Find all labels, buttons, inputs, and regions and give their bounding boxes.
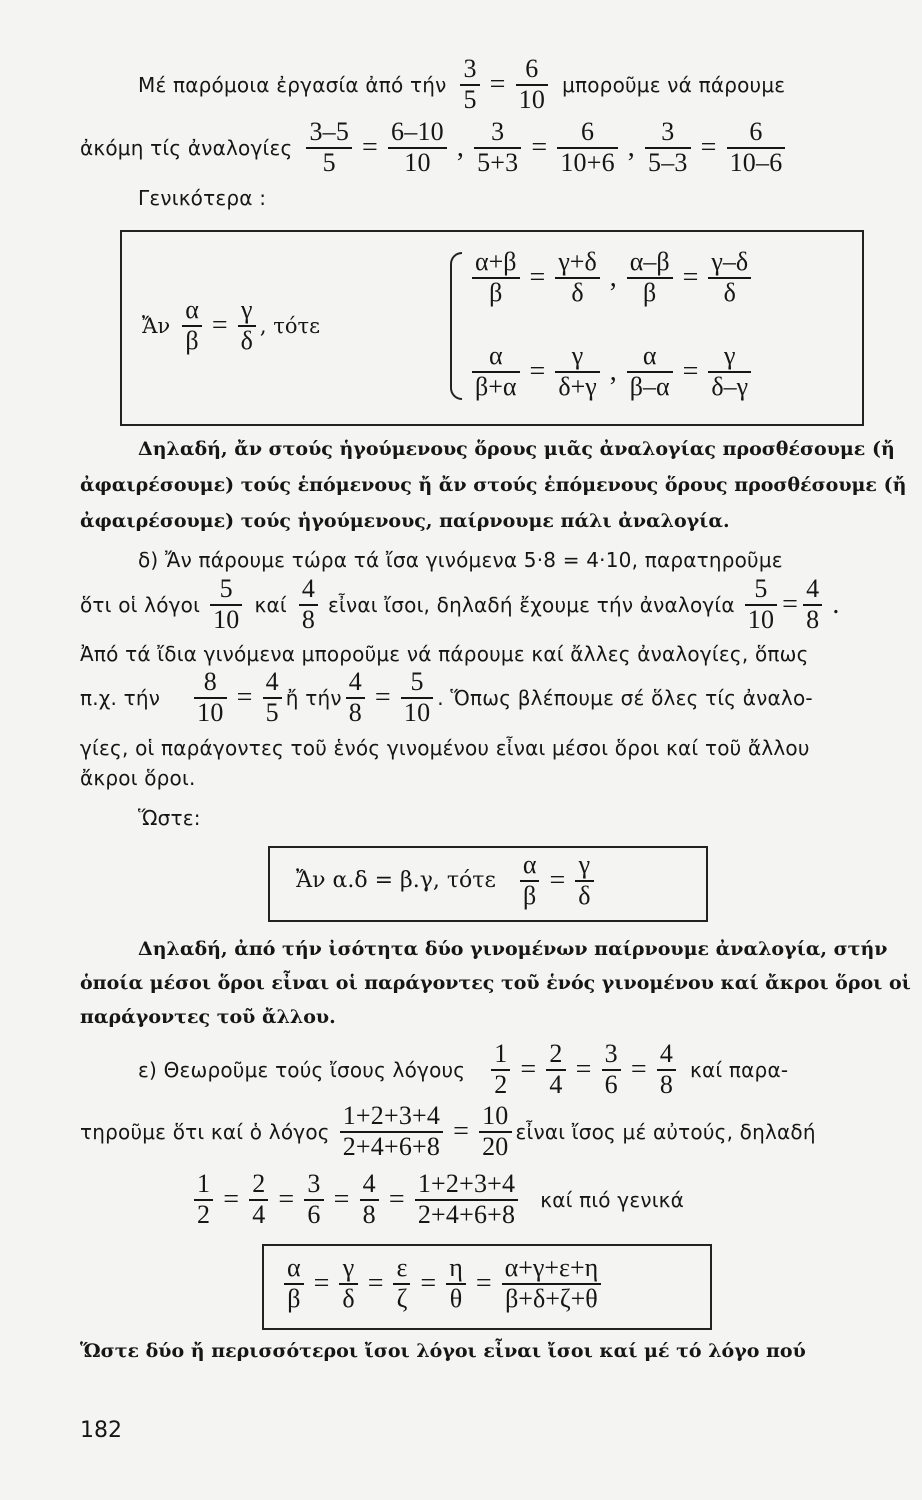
equals: = (489, 68, 506, 100)
math-operator: . (832, 588, 840, 620)
para2-line-1: Δηλαδή, ἀπό τήν ἰσότητα δύο γινομένων παίρνουμε ἀναλογία, στήν (138, 938, 888, 960)
math-operator: = (529, 355, 546, 387)
math-operator: = (374, 681, 391, 713)
fraction: $\frac{6}{10-6}$ (727, 118, 786, 177)
fraction: $\frac{\alpha-\beta}{\beta}$ (627, 248, 673, 307)
math-operator: = (388, 1183, 405, 1215)
fraction: $\frac{\gamma}{\delta}$ (575, 851, 593, 910)
fraction: $\frac{5}{10}$ (401, 668, 433, 727)
fraction: $\frac{1+2+3+4}{2+4+6+8}$ (415, 1170, 518, 1229)
fraction: $\frac{3}{5+3}$ (474, 118, 521, 177)
fraction: $\frac{3-5}{5}$ (306, 118, 352, 177)
fraction: $\frac{5}{10}$ (210, 575, 242, 634)
para1-line-2: ἀφαιρέσουμε) τούς ἑπόμενους ἤ ἄν στούς ἑπόμενους ὅρους προσθέσουμε (ἤ (80, 474, 907, 496)
fraction: $\frac{\alpha}{\beta-\alpha}$ (627, 342, 673, 401)
para2-line-3: παράγοντες τοῦ ἄλλου. (80, 1006, 336, 1028)
fraction: $\frac{3}{6}$ (602, 1040, 621, 1099)
math-operator: = (313, 1267, 330, 1299)
delta-line-2: ὅτι οἱ λόγοι $\frac{5}{10}$ καί $\frac{4}{8}$ εἶναι ἴσοι, δηλαδή ἔχουμε τήν ἀναλογία $\frac{5}{10}$ = $\frac{4}{8}$ . (80, 574, 840, 634)
epsilon-line-1: ε) Θεωροῦμε τούς ἴσους λόγους $\frac{1}{2}$ = $\frac{2}{4}$ = $\frac{3}{6}$ = $\frac{4}{8}$ καί παρα- (138, 1039, 789, 1099)
fraction: $\frac{6}{10+6}$ (557, 118, 617, 177)
final-line: Ὥστε δύο ἤ περισσότεροι ἴσοι λόγοι εἶναι ἴσοι καί μέ τό λόγο πού (80, 1340, 806, 1362)
epsilon-line-3: $\frac{1}{2}$ = $\frac{2}{4}$ = $\frac{3}{6}$ = $\frac{4}{8}$ = $\frac{1+2+3+4}{2+4+6+8}$ καί πιό γενικά (190, 1170, 684, 1229)
math-operator: = (630, 1053, 647, 1085)
math-operator: = (700, 131, 717, 163)
math-operator: = (520, 1053, 537, 1085)
fraction: $\frac{4}{8}$ (657, 1040, 676, 1099)
fraction: $\frac{4}{5}$ (263, 668, 282, 727)
math-operator: = (333, 1183, 350, 1215)
fraction: $\frac{\gamma}{\delta+\gamma}$ (555, 342, 599, 401)
intro-text-suffix: μποροῦμε νά πάρουμε (562, 72, 786, 97)
math-operator: = (236, 681, 253, 713)
delta-line-1: δ) Ἄν πάρουμε τώρα τά ἴσα γινόμενα 5·8 = 4·10, παρατηροῦμε (138, 548, 783, 572)
fraction: $\frac{\gamma+\delta}{\delta}$ (555, 248, 599, 307)
fraction: $\frac{\gamma}{\delta}$ (339, 1254, 357, 1313)
fraction: $\frac{4}{8}$ (803, 575, 822, 634)
delta-line-5: γίες, οἱ παράγοντες τοῦ ἑνός γινομένου εἶναι μέσοι ὅροι καί τοῦ ἄλλου (80, 736, 810, 760)
fraction: $\frac{\gamma-\delta}{\delta}$ (708, 248, 751, 307)
intro-text: Μέ παρόμοια ἐργασία ἀπό τήν (138, 72, 447, 97)
para2-line-2: ὁποία μέσοι ὅροι εἶναι οἱ παράγοντες τοῦ ἑνός γινομένου καί ἄκροι ὅροι οἱ (80, 972, 911, 994)
fraction: $\frac{6-10}{10}$ (388, 118, 447, 177)
math-operator: = (575, 1053, 592, 1085)
fraction: $\frac{\alpha}{\beta}$ (284, 1254, 304, 1313)
delta-line-3: Ἀπό τά ἴδια γινόμενα μποροῦμε νά πάρουμε καί ἄλλες ἀναλογίες, ὅπως (80, 642, 809, 666)
box1-condition: Ἄν $\frac{\alpha}{\beta}$ = $\frac{\gamma}{\delta}$ , τότε (142, 295, 320, 355)
box3-content (280, 1254, 605, 1313)
left-brace (450, 252, 462, 400)
fraction: $\frac{5}{10}$ (745, 575, 777, 634)
fraction: $\frac{2}{4}$ (546, 1040, 565, 1099)
fraction: $\frac{1}{2}$ (491, 1040, 510, 1099)
math-operator: = (367, 1267, 384, 1299)
intro-text-2: ἀκόμη τίς ἀναλογίες (80, 135, 293, 160)
fraction: $\frac{\eta}{\theta}$ (446, 1254, 466, 1313)
fraction: $\frac{3}{6}$ (304, 1170, 323, 1229)
thus-label: Ὥστε: (138, 806, 201, 830)
fraction-3-5: $\frac{3}{5}$ (460, 55, 479, 114)
fraction: $\frac{\gamma}{\delta-\gamma}$ (708, 342, 751, 401)
math-operator: = (211, 309, 228, 341)
para1-line-1: Δηλαδή, ἄν στούς ἡγούμενους ὅρους μιᾶς ἀναλογίας προσθέσουμε (ἤ (138, 438, 895, 460)
fraction: $\frac{\varepsilon}{\zeta}$ (393, 1254, 410, 1313)
fraction: $\frac{4}{8}$ (346, 668, 365, 727)
math-operator: = (278, 1183, 295, 1215)
fraction: $\frac{\alpha+\beta}{\beta}$ (472, 248, 520, 307)
math-operator: , (627, 131, 635, 163)
para1-line-3: ἀφαιρέσουμε) τούς ἡγούμενους, παίρνουμε πάλι ἀναλογία. (80, 510, 730, 532)
fraction: $\frac{1+2+3+4}{2+4+6+8}$ (340, 1102, 443, 1161)
intro-line-1 (138, 55, 785, 114)
math-operator: = (362, 131, 379, 163)
fraction-gamma-delta: $\frac{\gamma}{\delta}$ (238, 296, 256, 355)
box1-row-1 (468, 248, 755, 307)
math-operator: = (223, 1183, 240, 1215)
fraction-6-10: $\frac{6}{10}$ (516, 55, 548, 114)
fraction: $\frac{4}{8}$ (299, 575, 318, 634)
delta-line-6: ἄκροι ὅροι. (80, 766, 196, 790)
math-operator: = (420, 1267, 437, 1299)
math-operator: , (456, 131, 465, 163)
fraction: $\frac{10}{20}$ (479, 1102, 511, 1161)
epsilon-line-2: τηροῦμε ὅτι καί ὁ λόγος $\frac{1+2+3+4}{2+4+6+8}$ = $\frac{10}{20}$ εἶναι ἴσος μέ αὐτούς, δηλαδή (80, 1101, 816, 1161)
generally-label: Γενικότερα : (138, 186, 267, 210)
fraction: $\frac{\alpha+\gamma+\varepsilon+\eta}{\beta+\delta+\zeta+\theta}$ (502, 1254, 602, 1313)
page-number: 182 (80, 1418, 122, 1443)
fraction: $\frac{4}{8}$ (360, 1170, 379, 1229)
fraction: $\frac{\alpha}{\beta}$ (520, 851, 540, 910)
math-operator: = (529, 261, 546, 293)
fraction: $\frac{3}{5-3}$ (645, 118, 691, 177)
box1-row-2 (468, 342, 755, 401)
fraction-alpha-beta: $\frac{\alpha}{\beta}$ (182, 296, 202, 355)
math-operator: = (782, 588, 799, 620)
fraction: $\frac{1}{2}$ (194, 1170, 213, 1229)
intro-line-2 (80, 118, 789, 177)
math-operator: , (609, 355, 617, 387)
math-operator: = (682, 261, 699, 293)
fraction: $\frac{\alpha}{\beta+\alpha}$ (472, 342, 520, 401)
math-operator: = (475, 1267, 492, 1299)
math-operator: = (453, 1115, 470, 1147)
fraction: $\frac{2}{4}$ (249, 1170, 268, 1229)
fraction: $\frac{8}{10}$ (194, 668, 226, 727)
math-operator: = (531, 131, 548, 163)
box2-content: Ἄν α.δ = β.γ, τότε $\frac{\alpha}{\beta}$ = $\frac{\gamma}{\delta}$ (296, 851, 598, 910)
math-operator: = (549, 864, 566, 896)
delta-line-4: π.χ. τήν $\frac{8}{10}$ = $\frac{4}{5}$ ἤ τήν $\frac{4}{8}$ = $\frac{5}{10}$ . Ὅπως βλέπουμε σέ ὅλες τίς ἀναλο- (80, 667, 813, 727)
math-operator: , (609, 261, 617, 293)
math-operator: = (682, 355, 699, 387)
